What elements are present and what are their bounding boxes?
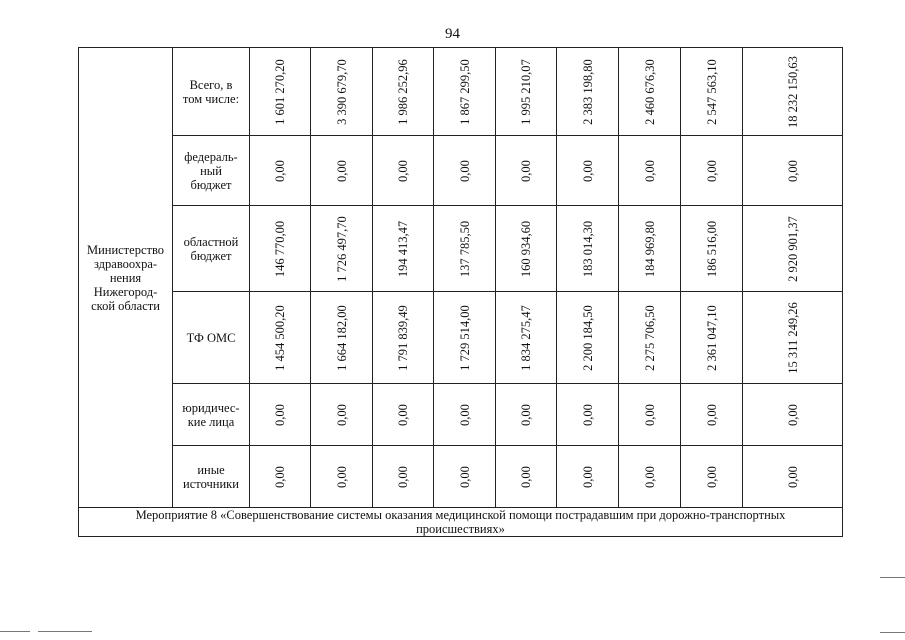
table-row-regional <box>79 206 843 292</box>
year-value-cell <box>619 206 681 292</box>
amount-value: 1 454 500,20 <box>273 304 287 371</box>
activity-title: Мероприятие 8 «Совершенствование системы оказания медицинской помощи пострадавшим при дорожно-транспортных происшествиях» <box>79 508 843 537</box>
year-value-cell <box>681 446 743 508</box>
total-value-cell <box>743 136 843 206</box>
amount-value: 0,00 <box>704 403 719 426</box>
total-value-cell <box>743 446 843 508</box>
year-value-cell <box>557 446 619 508</box>
scan-mark <box>38 631 92 632</box>
amount-value: 2 200 184,50 <box>580 304 595 371</box>
amount-value: 146 770,00 <box>273 220 287 277</box>
total-value-cell <box>743 384 843 446</box>
amount-value: 2 275 706,50 <box>642 304 657 371</box>
year-value-cell <box>311 206 373 292</box>
funding-source-label: кие лица <box>187 414 235 429</box>
year-value-cell <box>681 292 743 384</box>
year-value-cell <box>311 446 373 508</box>
amount-value: 1 729 514,00 <box>457 304 472 371</box>
year-value-cell <box>373 48 434 136</box>
amount-value: 0,00 <box>457 159 472 182</box>
funding-source-label: бюджет <box>190 177 232 192</box>
funding-source-cell <box>173 384 250 446</box>
amount-value: 1 726 497,70 <box>334 215 349 282</box>
scan-mark <box>880 632 905 633</box>
amount-value: 0,00 <box>273 465 287 488</box>
total-value-cell <box>743 292 843 384</box>
amount-value: 183 014,30 <box>580 220 595 277</box>
table-row-total <box>79 48 843 136</box>
year-value-cell <box>496 446 557 508</box>
year-value-cell <box>496 384 557 446</box>
funding-source-label: ный <box>200 163 222 178</box>
amount-value: 0,00 <box>785 465 800 488</box>
amount-value: 18 232 150,63 <box>785 55 800 128</box>
year-value-cell <box>373 206 434 292</box>
amount-value: 186 516,00 <box>704 220 719 277</box>
year-value-cell <box>557 384 619 446</box>
amount-value: 194 413,47 <box>396 220 410 277</box>
amount-value: 0,00 <box>396 159 410 182</box>
amount-value: 1 664 182,00 <box>334 304 349 371</box>
year-value-cell <box>496 292 557 384</box>
amount-value: 1 834 275,47 <box>519 304 533 371</box>
funding-source-cell <box>173 136 250 206</box>
amount-value: 0,00 <box>785 403 800 426</box>
year-value-cell <box>311 48 373 136</box>
year-value-cell <box>619 136 681 206</box>
funding-source-label: областной <box>183 234 239 249</box>
year-value-cell <box>250 136 311 206</box>
amount-value: 0,00 <box>580 403 595 426</box>
amount-value: 0,00 <box>704 159 719 182</box>
scan-mark <box>0 631 30 632</box>
funding-source-label: юридичес- <box>182 400 240 415</box>
activity-row <box>79 508 843 537</box>
year-value-cell <box>681 384 743 446</box>
amount-value: 0,00 <box>334 159 349 182</box>
funding-source-label: источники <box>183 476 239 491</box>
year-value-cell <box>434 384 496 446</box>
amount-value: 1 995 210,07 <box>519 58 533 125</box>
amount-value: 0,00 <box>334 403 349 426</box>
amount-value: 0,00 <box>704 465 719 488</box>
budget-table <box>78 47 843 537</box>
year-value-cell <box>557 48 619 136</box>
amount-value: 2 383 198,80 <box>580 58 595 125</box>
year-value-cell <box>557 292 619 384</box>
amount-value: 15 311 249,26 <box>785 301 800 374</box>
amount-value: 184 969,80 <box>642 220 657 277</box>
amount-value: 0,00 <box>642 159 657 182</box>
amount-value: 0,00 <box>519 403 533 426</box>
amount-value: 2 920 901,37 <box>785 215 800 282</box>
year-value-cell <box>250 48 311 136</box>
table-row-legal-entities <box>79 384 843 446</box>
year-value-cell <box>250 292 311 384</box>
amount-value: 0,00 <box>396 403 410 426</box>
funding-source-label: бюджет <box>190 248 232 263</box>
year-value-cell <box>619 446 681 508</box>
amount-value: 0,00 <box>457 465 472 488</box>
funding-source-label: федераль- <box>184 149 238 164</box>
year-value-cell <box>434 206 496 292</box>
amount-value: 0,00 <box>642 465 657 488</box>
year-value-cell <box>250 446 311 508</box>
amount-value: 2 460 676,30 <box>642 58 657 125</box>
funding-source-cell <box>173 48 250 136</box>
funding-source-label: том числе: <box>182 91 240 106</box>
year-value-cell <box>373 136 434 206</box>
year-value-cell <box>434 136 496 206</box>
funding-source-label: иные <box>197 462 225 477</box>
year-value-cell <box>496 136 557 206</box>
amount-value: 0,00 <box>334 465 349 488</box>
amount-value: 2 361 047,10 <box>704 304 719 371</box>
year-value-cell <box>619 48 681 136</box>
year-value-cell <box>496 206 557 292</box>
year-value-cell <box>619 384 681 446</box>
amount-value: 137 785,50 <box>457 220 472 277</box>
amount-value: 0,00 <box>519 159 533 182</box>
amount-value: 2 547 563,10 <box>704 58 719 125</box>
year-value-cell <box>557 206 619 292</box>
year-value-cell <box>557 136 619 206</box>
amount-value: 160 934,60 <box>519 220 533 277</box>
year-value-cell <box>311 136 373 206</box>
amount-value: 0,00 <box>580 159 595 182</box>
year-value-cell <box>250 206 311 292</box>
year-value-cell <box>311 292 373 384</box>
page-number: 94 <box>445 26 460 42</box>
scan-mark <box>880 577 905 578</box>
year-value-cell <box>311 384 373 446</box>
amount-value: 1 601 270,20 <box>273 58 287 125</box>
organization-cell: Министерство здравоохра- нения Нижегород- ской области <box>79 48 173 508</box>
amount-value: 0,00 <box>642 403 657 426</box>
year-value-cell <box>681 48 743 136</box>
amount-value: 1 791 839,49 <box>396 304 410 371</box>
funding-source-cell <box>173 446 250 508</box>
amount-value: 0,00 <box>519 465 533 488</box>
year-value-cell <box>496 48 557 136</box>
amount-value: 0,00 <box>273 159 287 182</box>
year-value-cell <box>434 446 496 508</box>
funding-source-cell <box>173 292 250 384</box>
year-value-cell <box>434 292 496 384</box>
table-row-other-sources <box>79 446 843 508</box>
amount-value: 0,00 <box>580 465 595 488</box>
amount-value: 1 986 252,96 <box>396 58 410 125</box>
year-value-cell <box>250 384 311 446</box>
funding-source-cell <box>173 206 250 292</box>
year-value-cell <box>373 292 434 384</box>
year-value-cell <box>681 206 743 292</box>
amount-value: 0,00 <box>396 465 410 488</box>
total-value-cell <box>743 48 843 136</box>
year-value-cell <box>681 136 743 206</box>
total-value-cell <box>743 206 843 292</box>
amount-value: 0,00 <box>785 159 800 182</box>
funding-source-label: Всего, в <box>189 77 233 92</box>
year-value-cell <box>619 292 681 384</box>
year-value-cell <box>434 48 496 136</box>
amount-value: 1 867 299,50 <box>457 58 472 125</box>
funding-source-label: ТФ ОМС <box>186 330 236 345</box>
amount-value: 3 390 679,70 <box>334 58 349 125</box>
amount-value: 0,00 <box>273 403 287 426</box>
amount-value: 0,00 <box>457 403 472 426</box>
table-row-tfoms <box>79 292 843 384</box>
table-row-federal <box>79 136 843 206</box>
year-value-cell <box>373 446 434 508</box>
year-value-cell <box>373 384 434 446</box>
